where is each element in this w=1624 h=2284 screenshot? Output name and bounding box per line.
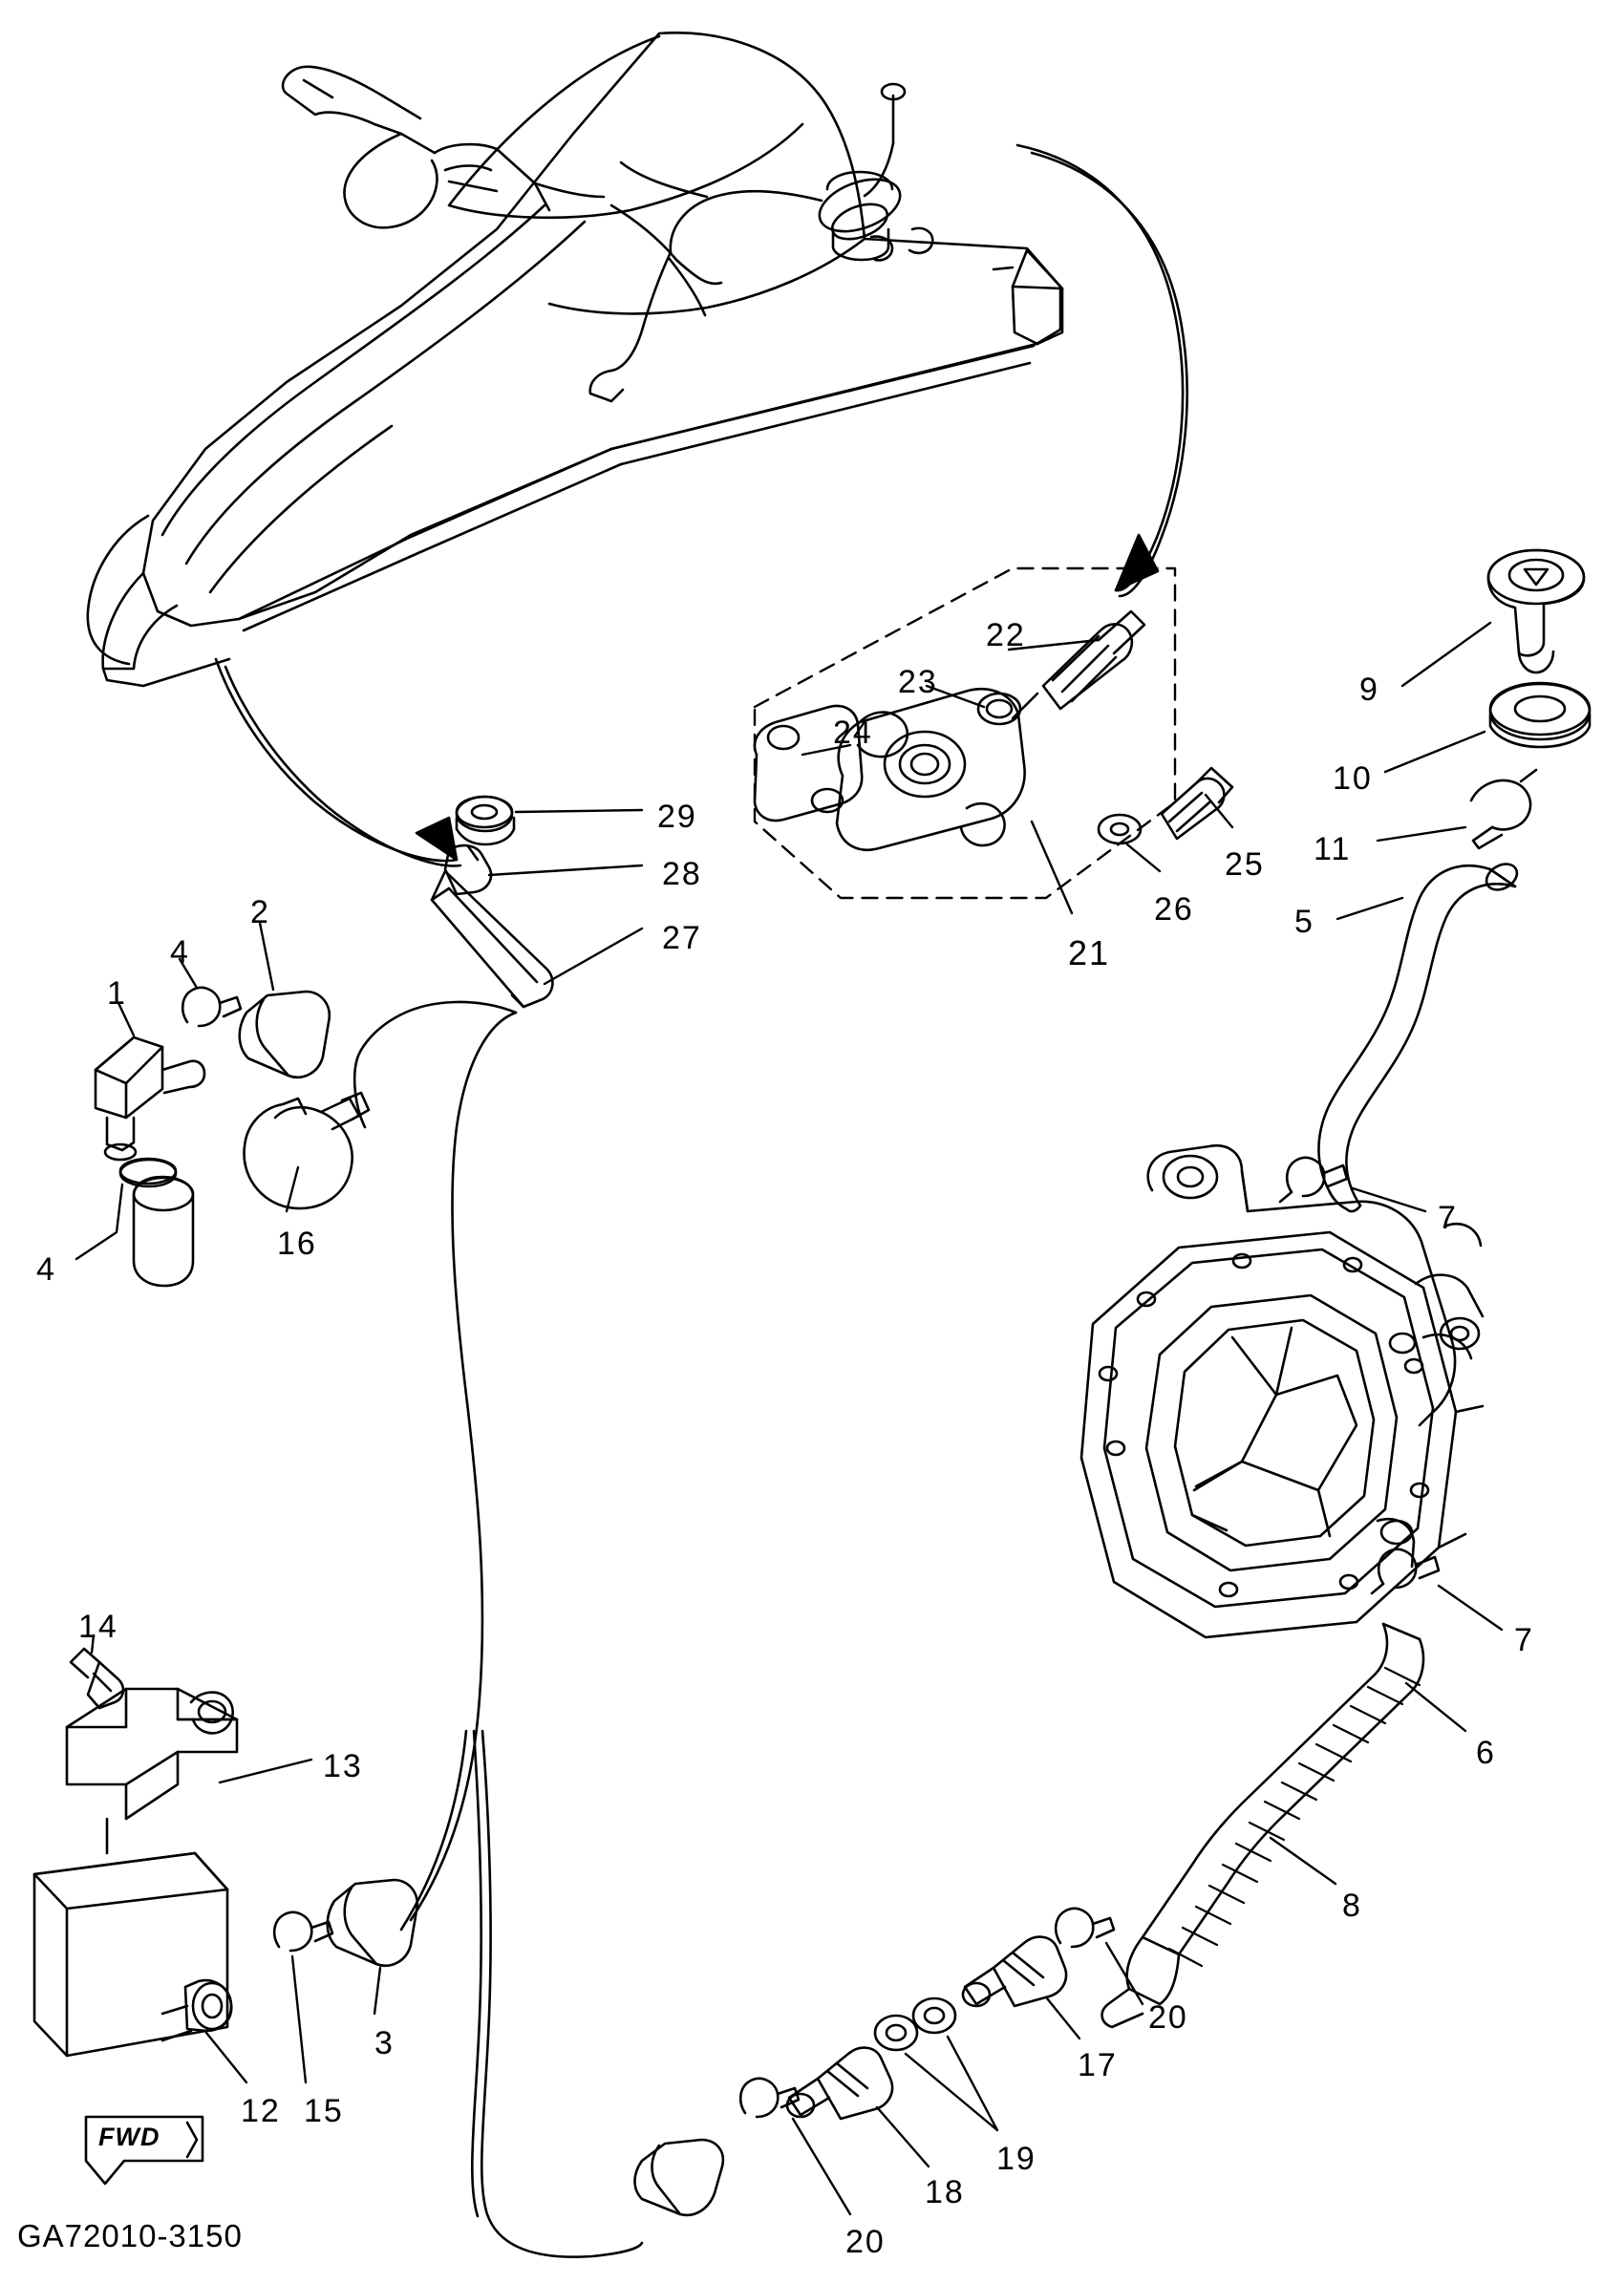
callout-29: 29	[657, 799, 697, 835]
callout-9: 9	[1359, 672, 1379, 708]
callout-15: 15	[304, 2093, 344, 2129]
callout-14: 14	[78, 1609, 118, 1645]
callout-13: 13	[323, 1748, 363, 1784]
callout-4-upper: 4	[170, 934, 190, 971]
callout-7-lower: 7	[1514, 1622, 1534, 1658]
fittings-group	[635, 1909, 1115, 2215]
dashed-subassembly-box	[755, 568, 1175, 898]
drawing-part-code: GA72010-3150	[17, 2218, 243, 2253]
callout-16: 16	[277, 1226, 317, 1262]
callout-22: 22	[986, 617, 1026, 653]
callout-25: 25	[1225, 846, 1265, 883]
callout-1: 1	[107, 975, 127, 1012]
callout-28: 28	[662, 856, 702, 892]
callout-8: 8	[1342, 1888, 1362, 1924]
callout-26: 26	[1154, 891, 1194, 928]
left-parts-group	[96, 988, 369, 1286]
callout-2: 2	[250, 894, 270, 930]
callout-10: 10	[1333, 760, 1373, 797]
callout-3: 3	[374, 2025, 395, 2061]
callout-24: 24	[833, 715, 873, 751]
callout-6: 6	[1476, 1735, 1496, 1771]
cap-washer-clip-group	[1471, 550, 1590, 848]
long-hose-left	[354, 1002, 516, 1930]
fwd-direction-label: FWD	[98, 2123, 160, 2151]
callout-5: 5	[1294, 904, 1314, 940]
callout-27: 27	[662, 920, 702, 956]
leader-lines	[76, 623, 1502, 2214]
callout-20-left: 20	[845, 2224, 886, 2260]
callout-11: 11	[1314, 831, 1352, 867]
callout-18: 18	[925, 2174, 965, 2210]
callout-20-right: 20	[1148, 1999, 1188, 2036]
callout-4-lower: 4	[36, 1251, 56, 1288]
callout-19: 19	[996, 2141, 1036, 2177]
hose-5	[1318, 859, 1521, 1211]
clamp-7-upper	[1280, 1158, 1347, 1202]
pump-housing	[1081, 1145, 1483, 1637]
corrugated-hose	[1102, 1624, 1423, 2027]
callout-21: 21	[1068, 933, 1111, 972]
left-bottom-group	[34, 1649, 417, 2056]
callout-12: 12	[241, 2093, 281, 2129]
callout-17: 17	[1078, 2047, 1118, 2083]
long-hose-bottom	[472, 1731, 642, 2257]
callout-23: 23	[898, 664, 938, 700]
callout-7-upper: 7	[1438, 1200, 1458, 1236]
